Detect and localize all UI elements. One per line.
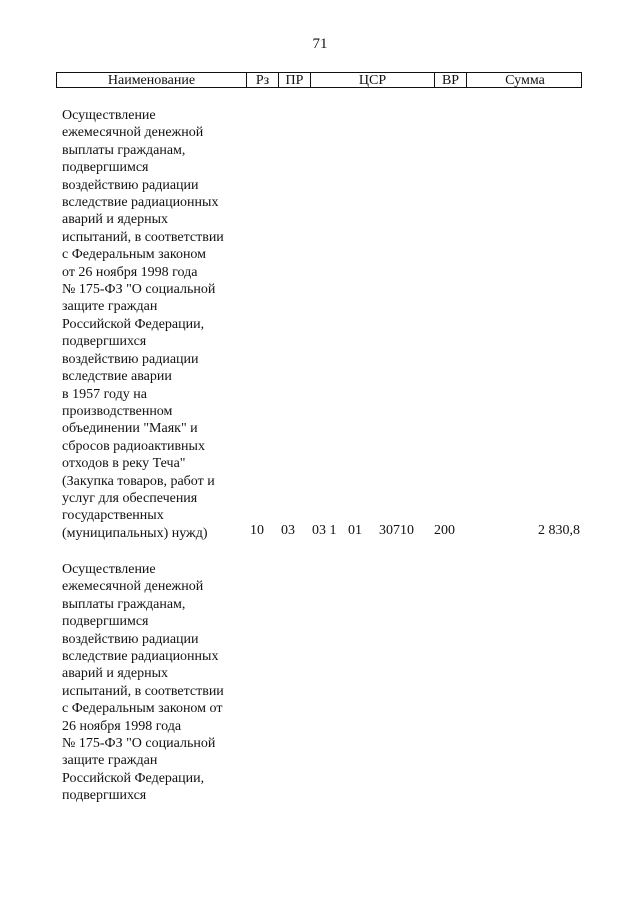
name-line: государственных bbox=[62, 508, 164, 524]
name-line: с Федеральным законом от bbox=[62, 701, 223, 717]
row-csr-subprogram: 01 bbox=[348, 523, 362, 538]
row-name bbox=[62, 561, 262, 805]
table-row bbox=[62, 107, 262, 542]
header-rz: Рз bbox=[247, 73, 279, 88]
row-vr: 200 bbox=[434, 523, 455, 538]
row-csr-program: 03 1 bbox=[312, 523, 337, 538]
name-line: вследствие аварии bbox=[62, 369, 172, 385]
row-pr: 03 bbox=[281, 523, 295, 538]
header-sum: Сумма bbox=[505, 73, 545, 88]
row-csr-direction: 30710 bbox=[379, 523, 414, 538]
header-name: Наименование bbox=[57, 73, 247, 88]
name-line: № 175-ФЗ "О социальной bbox=[62, 282, 216, 298]
name-line: испытаний, в соответствии bbox=[62, 229, 224, 245]
page-number: 71 bbox=[312, 36, 328, 52]
name-line: подвергшихся bbox=[62, 788, 147, 804]
name-line: с Федеральным законом bbox=[62, 247, 207, 263]
name-line: подвергшимся bbox=[62, 160, 149, 176]
row-sum: 2 830,8 bbox=[538, 523, 580, 538]
name-line: от 26 ноября 1998 года bbox=[62, 264, 198, 280]
header-csr: ЦСР bbox=[311, 73, 435, 88]
name-line: защите граждан bbox=[62, 753, 158, 769]
name-line: услуг для обеспечения bbox=[62, 490, 198, 506]
table-row bbox=[62, 561, 262, 805]
table-header bbox=[56, 72, 582, 88]
row-name bbox=[62, 107, 262, 542]
name-line: отходов в реку Теча" bbox=[62, 456, 186, 472]
name-line: 26 ноября 1998 года bbox=[62, 718, 182, 734]
name-line: воздействию радиации bbox=[62, 351, 199, 367]
name-line: ежемесячной денежной bbox=[62, 579, 204, 595]
name-line: аварий и ядерных bbox=[62, 666, 169, 682]
name-line: аварий и ядерных bbox=[62, 212, 169, 228]
name-line: № 175-ФЗ "О социальной bbox=[62, 736, 216, 752]
name-line: испытаний, в соответствии bbox=[62, 683, 224, 699]
name-line: объединении "Маяк" и bbox=[62, 421, 198, 437]
name-line: ежемесячной денежной bbox=[62, 125, 204, 141]
name-line: воздействию радиации bbox=[62, 631, 199, 647]
name-line: (муниципальных) нужд) bbox=[62, 525, 208, 541]
name-line: Осуществление bbox=[62, 562, 156, 577]
name-line: вследствие радиационных bbox=[62, 195, 219, 211]
name-line: производственном bbox=[62, 403, 173, 419]
header-vr: ВР bbox=[435, 73, 467, 88]
row-rz: 10 bbox=[250, 523, 264, 538]
name-line: (Закупка товаров, работ и bbox=[62, 473, 215, 489]
name-line: подвергшихся bbox=[62, 334, 147, 350]
name-line: выплаты гражданам, bbox=[62, 142, 186, 158]
name-line: сбросов радиоактивных bbox=[62, 438, 205, 454]
name-line: вследствие радиационных bbox=[62, 649, 219, 665]
name-line: в 1957 году на bbox=[62, 386, 147, 402]
name-line: выплаты гражданам, bbox=[62, 596, 186, 612]
name-line: Российской Федерации, bbox=[62, 316, 205, 332]
name-line: воздействию радиации bbox=[62, 177, 199, 193]
name-line: подвергшимся bbox=[62, 614, 149, 630]
name-line: Российской Федерации, bbox=[62, 770, 205, 786]
name-line: защите граждан bbox=[62, 299, 158, 315]
name-line: Осуществление bbox=[62, 108, 156, 123]
header-pr: ПР bbox=[279, 73, 311, 88]
